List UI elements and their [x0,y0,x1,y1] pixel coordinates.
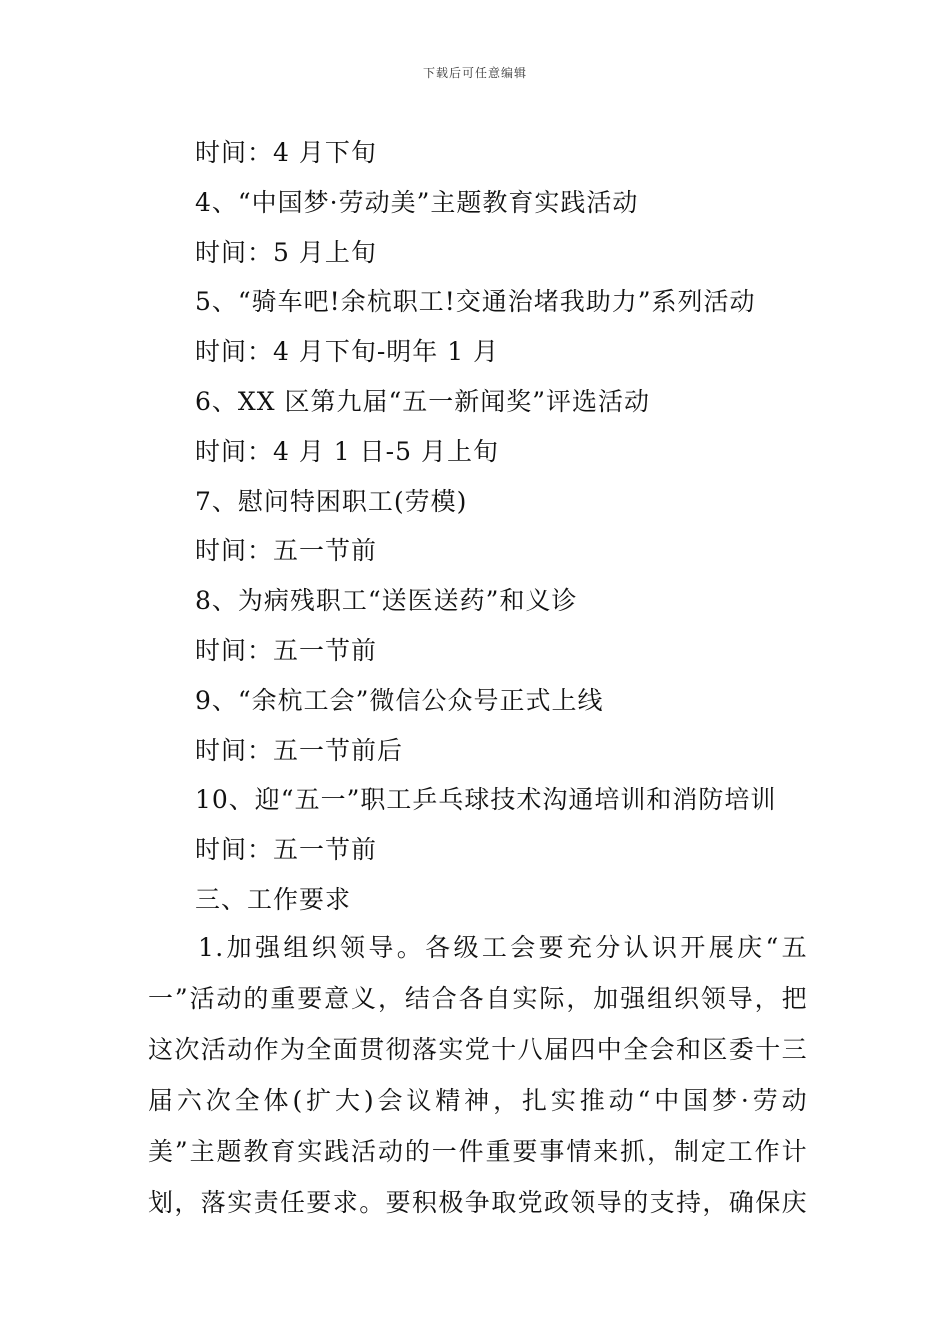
activity-item: 4、“中国梦·劳动美”主题教育实践活动 [195,187,639,217]
activity-item: 8、为病残职工“送医送药”和义诊 [195,586,578,616]
time-line: 时间：五一节前 [195,635,378,665]
requirements-section [148,922,808,1228]
activity-item: 9、“余杭工会”微信公众号正式上线 [195,685,604,715]
time-line: 时间：五一节前 [195,536,378,566]
header-note: 下载后可任意编辑 [422,66,527,80]
time-line: 时间：5 月上旬 [195,237,377,267]
activity-item: 7、慰问特困职工(劳模) [195,486,468,516]
activity-item: 10、迎“五一”职工乒乓球技术沟通培训和消防培训 [195,785,777,815]
time-line: 时间：4 月下旬-明年 1 月 [195,337,500,367]
body-paragraph: 1.加强组织领导。各级工会要充分认识开展庆“五一”活动的重要意义，结合各自实际，加强组织领导，把这次活动作为全面贯彻落实党十八届四中全会和区委十三届六次全体(扩大)会议精神，扎实推动“中国梦·劳动美”主题教育实践活动的一件重要事情来抓，制定工作计划，落实责任要求。要积极争取党政领导的支持，确保庆 [148,933,809,1217]
section-heading: 三、工作要求 [195,884,352,914]
activity-list [195,128,855,925]
activity-item: 6、XX 区第九届“五一新闻奖”评选活动 [195,386,651,416]
time-line: 时间：五一节前 [195,835,378,865]
activity-item: 5、“骑车吧!余杭职工!交通治堵我助力”系列活动 [195,287,756,317]
time-line: 时间：4 月下旬 [195,138,377,167]
time-line: 时间：4 月 1 日-5 月上旬 [195,436,499,466]
time-line: 时间：五一节前后 [195,735,404,765]
